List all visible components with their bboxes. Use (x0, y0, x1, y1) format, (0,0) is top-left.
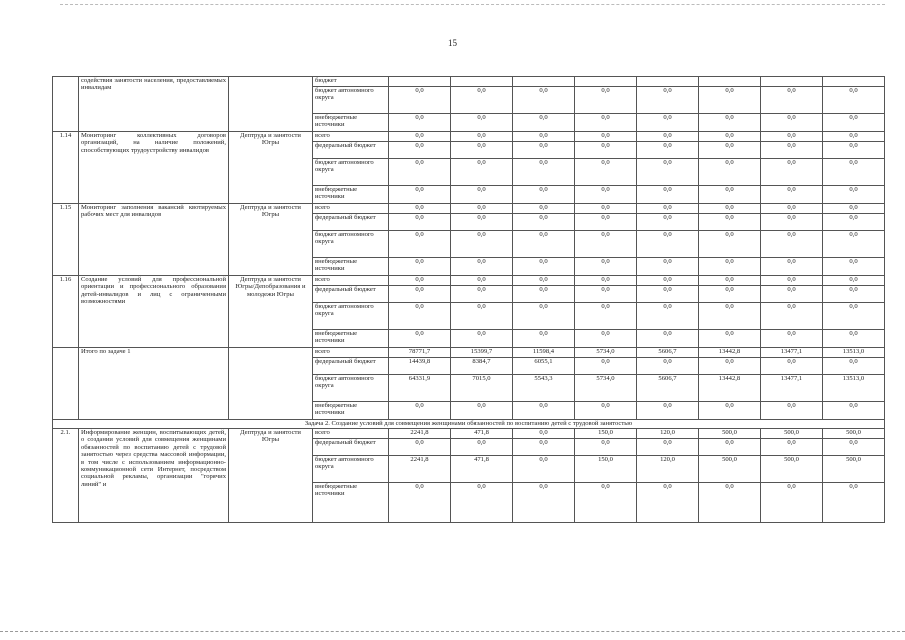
value-cell: 0,0 (389, 214, 451, 231)
value-cell: 0,0 (637, 186, 699, 204)
value-cell: 500,0 (823, 429, 885, 439)
value-cell: 471,8 (451, 456, 513, 483)
value-cell: 0,0 (699, 132, 761, 142)
value-cell: 0,0 (637, 286, 699, 303)
funding-source: внебюджетные источники (313, 330, 389, 348)
value-cell: 0,0 (761, 87, 823, 114)
value-cell: 0,0 (575, 439, 637, 456)
value-cell: 0,0 (699, 214, 761, 231)
value-cell: 0,0 (761, 186, 823, 204)
value-cell: 0,0 (389, 402, 451, 420)
value-cell: 0,0 (637, 402, 699, 420)
value-cell: 0,0 (823, 402, 885, 420)
value-cell: 0,0 (513, 483, 575, 523)
value-cell: 0,0 (513, 159, 575, 186)
value-cell: 0,0 (637, 483, 699, 523)
value-cell: 13442,8 (699, 375, 761, 402)
value-cell: 0,0 (637, 214, 699, 231)
value-cell: 0,0 (451, 439, 513, 456)
funding-source: федеральный бюджет (313, 286, 389, 303)
value-cell: 0,0 (575, 159, 637, 186)
value-cell: 0,0 (575, 286, 637, 303)
funding-source: бюджет автономного округа (313, 231, 389, 258)
value-cell: 0,0 (823, 142, 885, 159)
value-cell: 471,8 (451, 429, 513, 439)
value-cell (451, 77, 513, 87)
value-cell: 0,0 (637, 204, 699, 214)
value-cell: 0,0 (699, 439, 761, 456)
value-cell: 2241,8 (389, 456, 451, 483)
value-cell: 0,0 (699, 159, 761, 186)
value-cell: 0,0 (389, 231, 451, 258)
value-cell: 0,0 (761, 303, 823, 330)
funding-source: федеральный бюджет (313, 142, 389, 159)
value-cell (389, 77, 451, 87)
value-cell: 0,0 (823, 186, 885, 204)
value-cell: 0,0 (575, 132, 637, 142)
value-cell: 0,0 (513, 276, 575, 286)
value-cell (761, 77, 823, 87)
value-cell: 0,0 (637, 358, 699, 375)
item-title: Итого по задаче 1 (79, 348, 229, 420)
item-executor: Дептруда и занятости Югры (229, 429, 313, 523)
value-cell: 5606,7 (637, 375, 699, 402)
value-cell: 0,0 (575, 358, 637, 375)
funding-source: внебюджетные источники (313, 258, 389, 276)
value-cell: 0,0 (575, 483, 637, 523)
value-cell: 0,0 (451, 286, 513, 303)
value-cell: 0,0 (389, 204, 451, 214)
value-cell: 0,0 (513, 142, 575, 159)
value-cell: 5606,7 (637, 348, 699, 358)
value-cell: 0,0 (389, 286, 451, 303)
value-cell: 0,0 (451, 330, 513, 348)
value-cell: 0,0 (389, 186, 451, 204)
funding-source: всего (313, 132, 389, 142)
item-executor: Дептруда и занятости Югры (229, 132, 313, 204)
value-cell: 0,0 (823, 159, 885, 186)
value-cell: 0,0 (389, 114, 451, 132)
value-cell: 0,0 (637, 330, 699, 348)
value-cell: 0,0 (823, 483, 885, 523)
table-row (53, 77, 885, 87)
value-cell: 13477,1 (761, 348, 823, 358)
task-heading-row (53, 420, 885, 429)
value-cell: 0,0 (761, 231, 823, 258)
value-cell: 0,0 (451, 132, 513, 142)
funding-source: федеральный бюджет (313, 439, 389, 456)
value-cell: 0,0 (823, 258, 885, 276)
funding-source: бюджет автономного округа (313, 375, 389, 402)
value-cell: 0,0 (513, 429, 575, 439)
value-cell: 6055,1 (513, 358, 575, 375)
value-cell: 0,0 (761, 402, 823, 420)
value-cell: 0,0 (451, 142, 513, 159)
value-cell: 13513,0 (823, 348, 885, 358)
item-number: 2.1. (53, 429, 79, 523)
value-cell: 0,0 (513, 231, 575, 258)
funding-source: бюджет (313, 77, 389, 87)
value-cell: 0,0 (761, 214, 823, 231)
value-cell: 0,0 (699, 231, 761, 258)
value-cell: 500,0 (823, 456, 885, 483)
value-cell: 0,0 (699, 87, 761, 114)
value-cell: 0,0 (451, 402, 513, 420)
value-cell: 0,0 (699, 186, 761, 204)
item-title: Мониторинг коллективных договоров организаций, на наличие положений, способствующих трудоустройству инвалидов (79, 132, 229, 204)
value-cell: 0,0 (761, 483, 823, 523)
value-cell: 0,0 (823, 204, 885, 214)
value-cell: 0,0 (389, 330, 451, 348)
table-body (53, 77, 885, 523)
value-cell: 0,0 (575, 303, 637, 330)
item-title: содействия занятости населения, предоставляемых инвалидам (79, 77, 229, 132)
item-number: 1.14 (53, 132, 79, 204)
value-cell: 0,0 (699, 204, 761, 214)
value-cell: 0,0 (389, 276, 451, 286)
value-cell: 0,0 (637, 132, 699, 142)
value-cell: 0,0 (761, 358, 823, 375)
item-title: Создание условий для профессиональной ориентации и профессионального образования детей-инвалидов и лиц с ограниченными возможностями (79, 276, 229, 348)
value-cell: 0,0 (761, 439, 823, 456)
value-cell: 0,0 (513, 330, 575, 348)
value-cell: 13513,0 (823, 375, 885, 402)
value-cell: 0,0 (389, 132, 451, 142)
value-cell: 0,0 (761, 142, 823, 159)
value-cell: 0,0 (823, 303, 885, 330)
value-cell: 0,0 (823, 330, 885, 348)
value-cell: 0,0 (575, 258, 637, 276)
budget-table (52, 76, 885, 523)
table-row (53, 132, 885, 142)
item-executor (229, 77, 313, 132)
value-cell: 0,0 (513, 114, 575, 132)
value-cell: 0,0 (637, 303, 699, 330)
table-row (53, 204, 885, 214)
item-number (53, 77, 79, 132)
value-cell: 7015,0 (451, 375, 513, 402)
value-cell: 0,0 (389, 483, 451, 523)
value-cell: 0,0 (823, 132, 885, 142)
value-cell: 0,0 (389, 87, 451, 114)
value-cell: 0,0 (699, 483, 761, 523)
value-cell: 120,0 (637, 429, 699, 439)
table-row (53, 276, 885, 286)
value-cell: 0,0 (575, 204, 637, 214)
value-cell: 0,0 (699, 142, 761, 159)
value-cell: 500,0 (699, 456, 761, 483)
funding-source: всего (313, 204, 389, 214)
value-cell: 0,0 (513, 402, 575, 420)
value-cell: 0,0 (823, 276, 885, 286)
funding-source: внебюджетные источники (313, 114, 389, 132)
value-cell: 0,0 (637, 142, 699, 159)
value-cell: 150,0 (575, 429, 637, 439)
value-cell: 0,0 (823, 114, 885, 132)
funding-source: бюджет автономного округа (313, 159, 389, 186)
funding-source: всего (313, 276, 389, 286)
funding-source: бюджет автономного округа (313, 87, 389, 114)
value-cell: 5543,3 (513, 375, 575, 402)
value-cell: 0,0 (451, 303, 513, 330)
item-number: 1.15 (53, 204, 79, 276)
value-cell: 0,0 (451, 258, 513, 276)
value-cell: 0,0 (637, 276, 699, 286)
item-title: Информирование женщин, воспитывающих детей, о создании условий для совмещения женщинами обязанностей по воспитанию детей с трудовой занятостью через средства массовой информации, в том числе с использованием информационно-коммуникационной сети Интернет, посредством социальной рекламы, организации "горячих линий" и (79, 429, 229, 523)
value-cell: 0,0 (637, 258, 699, 276)
value-cell: 0,0 (699, 402, 761, 420)
scan-edge-top (60, 4, 885, 5)
value-cell: 0,0 (389, 439, 451, 456)
funding-source: внебюджетные источники (313, 186, 389, 204)
value-cell: 0,0 (389, 159, 451, 186)
funding-source: бюджет автономного округа (313, 456, 389, 483)
value-cell: 150,0 (575, 456, 637, 483)
value-cell: 0,0 (451, 114, 513, 132)
value-cell: 0,0 (699, 258, 761, 276)
item-number (53, 348, 79, 420)
value-cell: 0,0 (761, 204, 823, 214)
value-cell: 0,0 (761, 286, 823, 303)
value-cell: 0,0 (823, 87, 885, 114)
value-cell: 0,0 (513, 258, 575, 276)
value-cell: 0,0 (513, 132, 575, 142)
value-cell: 0,0 (761, 132, 823, 142)
item-title: Мониторинг заполнения вакансий квотируемых рабочих мест для инвалидов (79, 204, 229, 276)
value-cell: 0,0 (513, 303, 575, 330)
value-cell: 0,0 (575, 330, 637, 348)
value-cell: 0,0 (575, 87, 637, 114)
value-cell: 0,0 (451, 214, 513, 231)
value-cell (699, 77, 761, 87)
value-cell: 2241,8 (389, 429, 451, 439)
item-executor (229, 348, 313, 420)
value-cell: 0,0 (513, 204, 575, 214)
value-cell: 0,0 (699, 303, 761, 330)
value-cell (575, 77, 637, 87)
item-executor: Дептруда и занятости Югры/Депобразования и молодежи Югры (229, 276, 313, 348)
value-cell: 0,0 (761, 330, 823, 348)
value-cell: 0,0 (451, 231, 513, 258)
value-cell: 0,0 (513, 286, 575, 303)
value-cell: 0,0 (513, 456, 575, 483)
value-cell: 0,0 (637, 231, 699, 258)
value-cell: 8384,7 (451, 358, 513, 375)
value-cell: 0,0 (699, 358, 761, 375)
value-cell: 0,0 (575, 186, 637, 204)
funding-source: бюджет автономного округа (313, 303, 389, 330)
value-cell: 0,0 (389, 303, 451, 330)
value-cell: 0,0 (513, 214, 575, 231)
value-cell: 0,0 (451, 204, 513, 214)
item-executor: Дептруда и занятости Югры (229, 204, 313, 276)
value-cell: 120,0 (637, 456, 699, 483)
value-cell (823, 77, 885, 87)
funding-source: внебюджетные источники (313, 483, 389, 523)
value-cell: 0,0 (761, 276, 823, 286)
value-cell: 13442,8 (699, 348, 761, 358)
value-cell: 0,0 (637, 114, 699, 132)
value-cell (513, 77, 575, 87)
value-cell: 0,0 (451, 276, 513, 286)
task-heading: Задача 2. Создание условий для совмещения женщинами обязанностей по воспитанию детей с трудовой занятостью (53, 420, 885, 429)
value-cell: 0,0 (761, 159, 823, 186)
value-cell: 0,0 (451, 186, 513, 204)
value-cell: 0,0 (637, 439, 699, 456)
value-cell: 0,0 (389, 258, 451, 276)
value-cell: 0,0 (575, 402, 637, 420)
funding-source: внебюджетные источники (313, 402, 389, 420)
value-cell: 0,0 (513, 186, 575, 204)
value-cell: 500,0 (699, 429, 761, 439)
value-cell: 0,0 (389, 142, 451, 159)
value-cell: 5734,0 (575, 348, 637, 358)
value-cell: 0,0 (575, 142, 637, 159)
value-cell (637, 77, 699, 87)
value-cell: 0,0 (513, 87, 575, 114)
value-cell: 11598,4 (513, 348, 575, 358)
value-cell: 0,0 (761, 258, 823, 276)
value-cell: 64331,9 (389, 375, 451, 402)
funding-source: всего (313, 348, 389, 358)
value-cell: 5734,0 (575, 375, 637, 402)
funding-source: федеральный бюджет (313, 214, 389, 231)
table-row (53, 429, 885, 439)
value-cell: 0,0 (451, 87, 513, 114)
value-cell: 14439,8 (389, 358, 451, 375)
page-number: 15 (448, 38, 457, 48)
value-cell: 0,0 (699, 330, 761, 348)
value-cell: 500,0 (761, 429, 823, 439)
value-cell: 13477,1 (761, 375, 823, 402)
funding-source: федеральный бюджет (313, 358, 389, 375)
value-cell: 0,0 (513, 439, 575, 456)
value-cell: 0,0 (575, 276, 637, 286)
value-cell: 0,0 (823, 358, 885, 375)
item-number: 1.16 (53, 276, 79, 348)
value-cell: 0,0 (451, 159, 513, 186)
value-cell: 0,0 (575, 114, 637, 132)
value-cell: 0,0 (637, 87, 699, 114)
value-cell: 0,0 (823, 214, 885, 231)
value-cell: 0,0 (637, 159, 699, 186)
value-cell: 78771,7 (389, 348, 451, 358)
value-cell: 0,0 (823, 231, 885, 258)
value-cell: 0,0 (761, 114, 823, 132)
value-cell: 0,0 (823, 286, 885, 303)
table-row (53, 348, 885, 358)
value-cell: 0,0 (699, 114, 761, 132)
value-cell: 0,0 (451, 483, 513, 523)
value-cell: 0,0 (575, 231, 637, 258)
value-cell: 0,0 (823, 439, 885, 456)
funding-source: всего (313, 429, 389, 439)
value-cell: 0,0 (699, 276, 761, 286)
scan-edge-bottom (0, 631, 905, 632)
value-cell: 0,0 (699, 286, 761, 303)
value-cell: 15399,7 (451, 348, 513, 358)
value-cell: 500,0 (761, 456, 823, 483)
value-cell: 0,0 (575, 214, 637, 231)
